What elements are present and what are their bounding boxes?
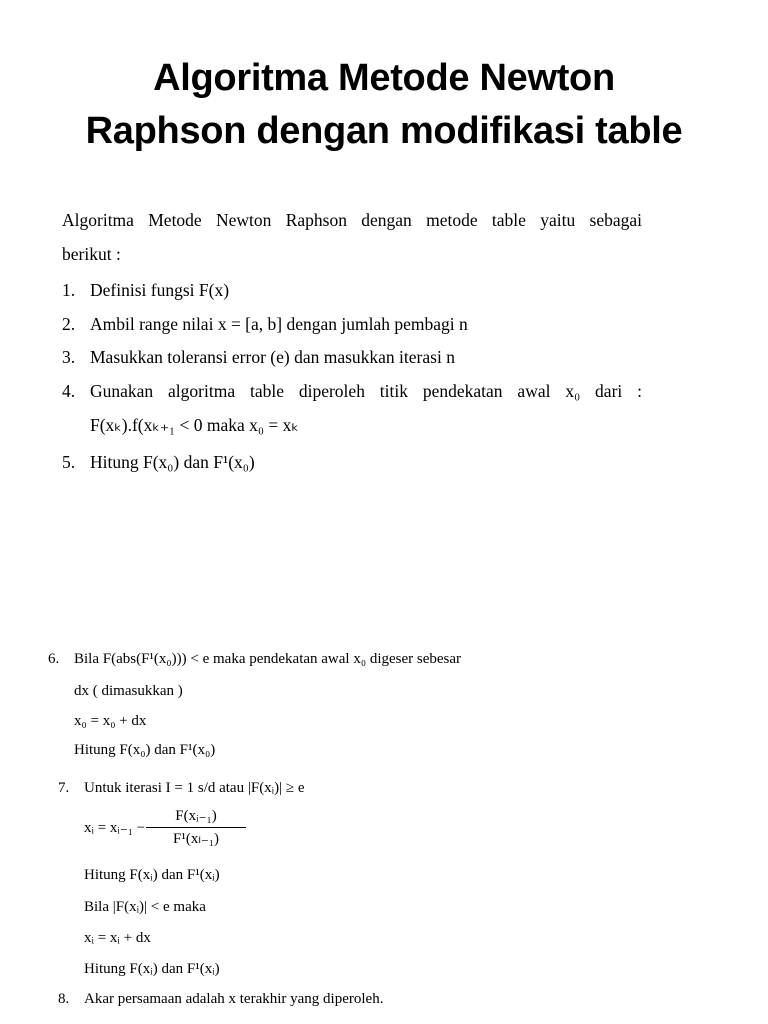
title-line-1: Algoritma Metode Newton <box>153 57 615 99</box>
step-7-text: Untuk iterasi I = 1 s/d atau |F(xᵢ)| ≥ e <box>84 780 305 796</box>
step-3-number: 3. <box>62 347 76 367</box>
step-4-condition: F(xₖ).f(xₖ₊₁ < 0 maka x₀ = xₖ <box>90 415 299 435</box>
step-6-line-1: dx ( dimasukkan ) <box>74 683 183 699</box>
fraction-bar <box>146 827 246 828</box>
step-8-text: Akar persamaan adalah x terakhir yang diperoleh. <box>84 991 384 1007</box>
step-7-number: 7. <box>58 780 70 796</box>
step-1-number: 1. <box>62 280 76 300</box>
step-7-fraction <box>146 806 246 849</box>
step-1-text: Definisi fungsi F(x) <box>90 280 230 300</box>
step-2-text: Ambil range nilai x = [a, b] dengan jumlah pembagi n <box>90 314 468 334</box>
fraction-denominator: F¹(xₗ₋₁) <box>173 831 219 847</box>
step-6-number: 6. <box>48 651 60 667</box>
slide-title <box>0 52 768 158</box>
step-6-line-2: x₀ = x₀ + dx <box>74 713 147 729</box>
fraction-numerator: F(xᵢ₋₁) <box>175 808 217 824</box>
step-7-line-1: Hitung F(xᵢ) dan F¹(xᵢ) <box>84 867 220 883</box>
step-7-line-2: Bila |F(xᵢ)| < e maka <box>84 899 206 915</box>
step-6-text: Bila F(abs(F¹(x₀))) < e maka pendekatan awal x₀ digeser sebesar <box>74 651 462 667</box>
step-4-text: Gunakan algoritma table diperoleh titik pendekatan awal x₀ dari : <box>90 381 642 401</box>
step-7-line-4: Hitung F(xᵢ) dan F¹(xᵢ) <box>84 961 220 977</box>
step-6-line-3: Hitung F(x₀) dan F¹(x₀) <box>74 742 216 758</box>
intro-line-2: berikut : <box>62 244 121 264</box>
step-8-number: 8. <box>58 991 70 1007</box>
step-4-number: 4. <box>62 381 76 401</box>
step-5-number: 5. <box>62 452 76 472</box>
intro-line-1: Algoritma Metode Newton Raphson dengan metode table yaitu sebagai <box>62 210 642 230</box>
step-7-formula-lhs: xᵢ = xᵢ₋₁ − <box>84 820 146 836</box>
title-line-2: Raphson dengan modifikasi table <box>85 110 683 152</box>
step-3-text: Masukkan toleransi error (e) dan masukkan iterasi n <box>90 347 455 367</box>
step-2-number: 2. <box>62 314 76 334</box>
step-7-line-3: xᵢ = xᵢ + dx <box>84 930 151 946</box>
step-5-text: Hitung F(x₀) dan F¹(x₀) <box>90 452 255 472</box>
